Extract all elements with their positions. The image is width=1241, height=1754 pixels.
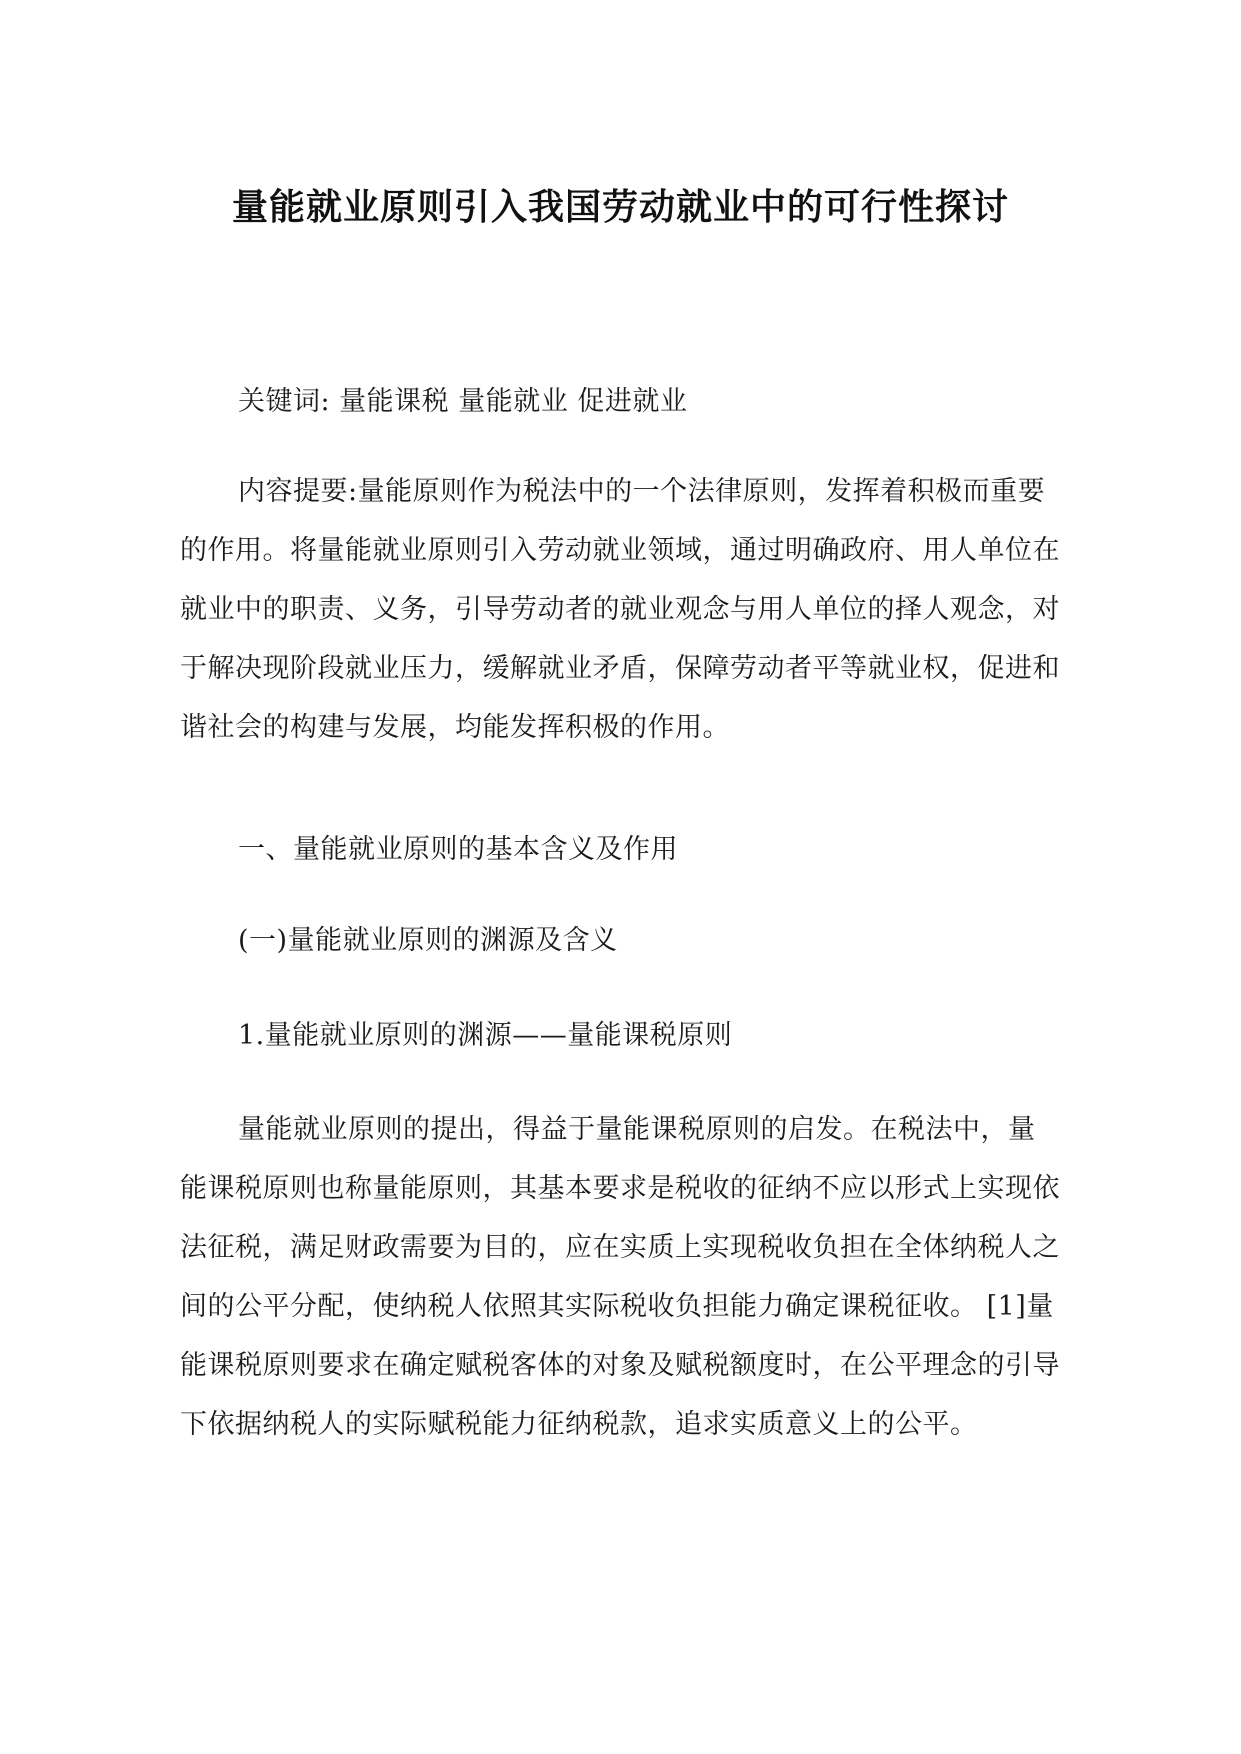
- keywords-line: 关键词: 量能课税 量能就业 促进就业: [238, 386, 688, 417]
- subsubsection-heading-1-1-1: 1.量能就业原则的渊源——量能课税原则: [238, 1020, 733, 1051]
- abstract-paragraph: 内容提要:量能原则作为税法中的一个法律原则，发挥着积极而重要的作用。将量能就业原则引入劳动就业领域，通过明确政府、用人单位在就业中的职责、义务，引导劳动者的就业观念与用人单位的择人观念，对于解决现阶段就业压力，缓解就业矛盾，保障劳动者平等就业权，促进和谐社会的构建与发展，均能发挥积极的作用。: [180, 476, 1060, 743]
- document-title: 量能就业原则引入我国劳动就业中的可行性探讨: [231, 187, 1009, 228]
- section-heading-1: 一、量能就业原则的基本含义及作用: [238, 834, 678, 865]
- subsection-heading-1-1: (一)量能就业原则的渊源及含义: [238, 925, 618, 956]
- body-paragraph: 量能就业原则的提出，得益于量能课税原则的启发。在税法中，量能课税原则也称量能原则，其基本要求是税收的征纳不应以形式上实现依法征税，满足财政需要为目的，应在实质上实现税收负担在全体纳税人之间的公平分配，使纳税人依照其实际税收负担能力确定课税征收。 [1]量能课税原则要求在确定赋税客体的对象及赋税额度时，在公平理念的引导下依据纳税人的实际赋税能力征纳税款，追求实质意义上的公平。: [180, 1114, 1060, 1440]
